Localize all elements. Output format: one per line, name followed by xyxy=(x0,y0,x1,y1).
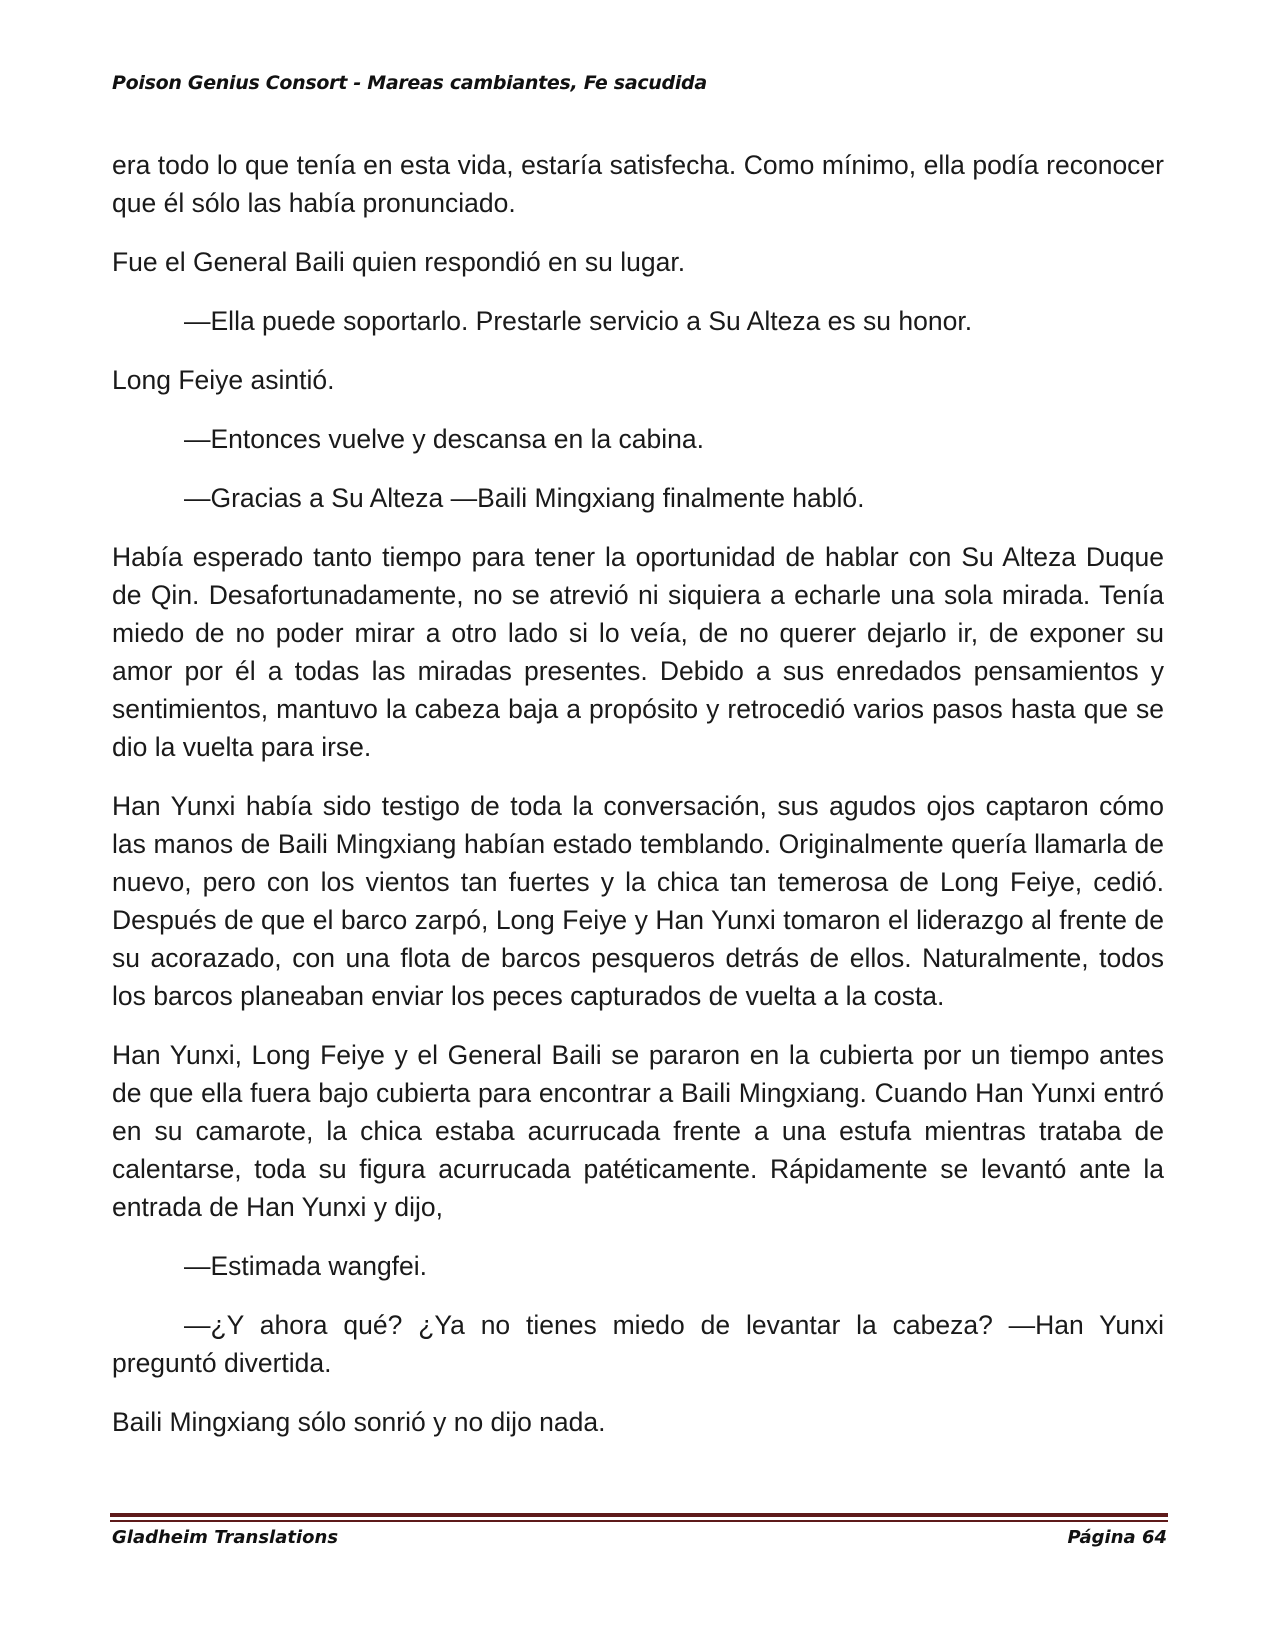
footer-page-number: Página 64 xyxy=(1067,1527,1167,1548)
dialogue-line-4: —Estimada wangfei. xyxy=(184,1251,428,1281)
dialogue-line-3: —Gracias a Su Alteza —Baili Mingxiang finalmente habló. xyxy=(184,483,865,513)
page-header-title: Poison Genius Consort - Mareas cambiantes, Fe sacudida xyxy=(112,72,707,94)
paragraph-4: Había esperado tanto tiempo para tener la oportunidad de hablar con Su Alteza Duque de Qin. Desafortunadamente, no se atrevió ni siquiera a echarle una sola mirada. Tenía miedo de no poder mirar a otro lado si lo veía, de no querer dejarlo ir, de exponer su amor por él a todas las miradas presentes. Debido a sus enredados pensamientos y sentimientos, mantuvo la cabeza baja a propósito y retrocedió varios pasos hasta que se dio la vuelta para irse. xyxy=(112,542,1164,762)
paragraph-7: Baili Mingxiang sólo sonrió y no dijo nada. xyxy=(112,1407,606,1437)
paragraph-2: Fue el General Baili quien respondió en su lugar. xyxy=(112,247,686,277)
dialogue-line-1: —Ella puede soportarlo. Prestarle servicio a Su Alteza es su honor. xyxy=(184,306,973,336)
footer-divider-thick xyxy=(110,1513,1168,1517)
footer-divider-thin xyxy=(110,1520,1168,1522)
paragraph-3: Long Feiye asintió. xyxy=(112,365,335,395)
dialogue-line-2: —Entonces vuelve y descansa en la cabina. xyxy=(184,424,705,454)
paragraph-6: Han Yunxi, Long Feiye y el General Baili se pararon en la cubierta por un tiempo antes de que ella fuera bajo cubierta para encontrar a Baili Mingxiang. Cuando Han Yunxi entró en su camarote, la chica estaba acurrucada frente a una estufa mientras trataba de calentarse, toda su figura acurrucada patéticamente. Rápidamente se levantó ante la entrada de Han Yunxi y dijo, xyxy=(112,1040,1164,1222)
footer-publisher: Gladheim Translations xyxy=(112,1527,339,1548)
paragraph-5: Han Yunxi había sido testigo de toda la conversación, sus agudos ojos captaron cómo las manos de Baili Mingxiang habían estado temblando. Originalmente quería llamarla de nuevo, pero con los vientos tan fuertes y la chica tan temerosa de Long Feiye, cedió. Después de que el barco zarpó, Long Feiye y Han Yunxi tomaron el liderazgo al frente de su acorazado, con una flota de barcos pesqueros detrás de ellos. Naturalmente, todos los barcos planeaban enviar los peces capturados de vuelta a la costa. xyxy=(112,791,1164,1011)
page-body xyxy=(112,146,1164,1462)
dialogue-line-5: —¿Y ahora qué? ¿Ya no tienes miedo de levantar la cabeza? —Han Yunxi preguntó divertida. xyxy=(112,1310,1164,1378)
paragraph-1: era todo lo que tenía en esta vida, estaría satisfecha. Como mínimo, ella podía reconocer que él sólo las había pronunciado. xyxy=(112,150,1164,218)
